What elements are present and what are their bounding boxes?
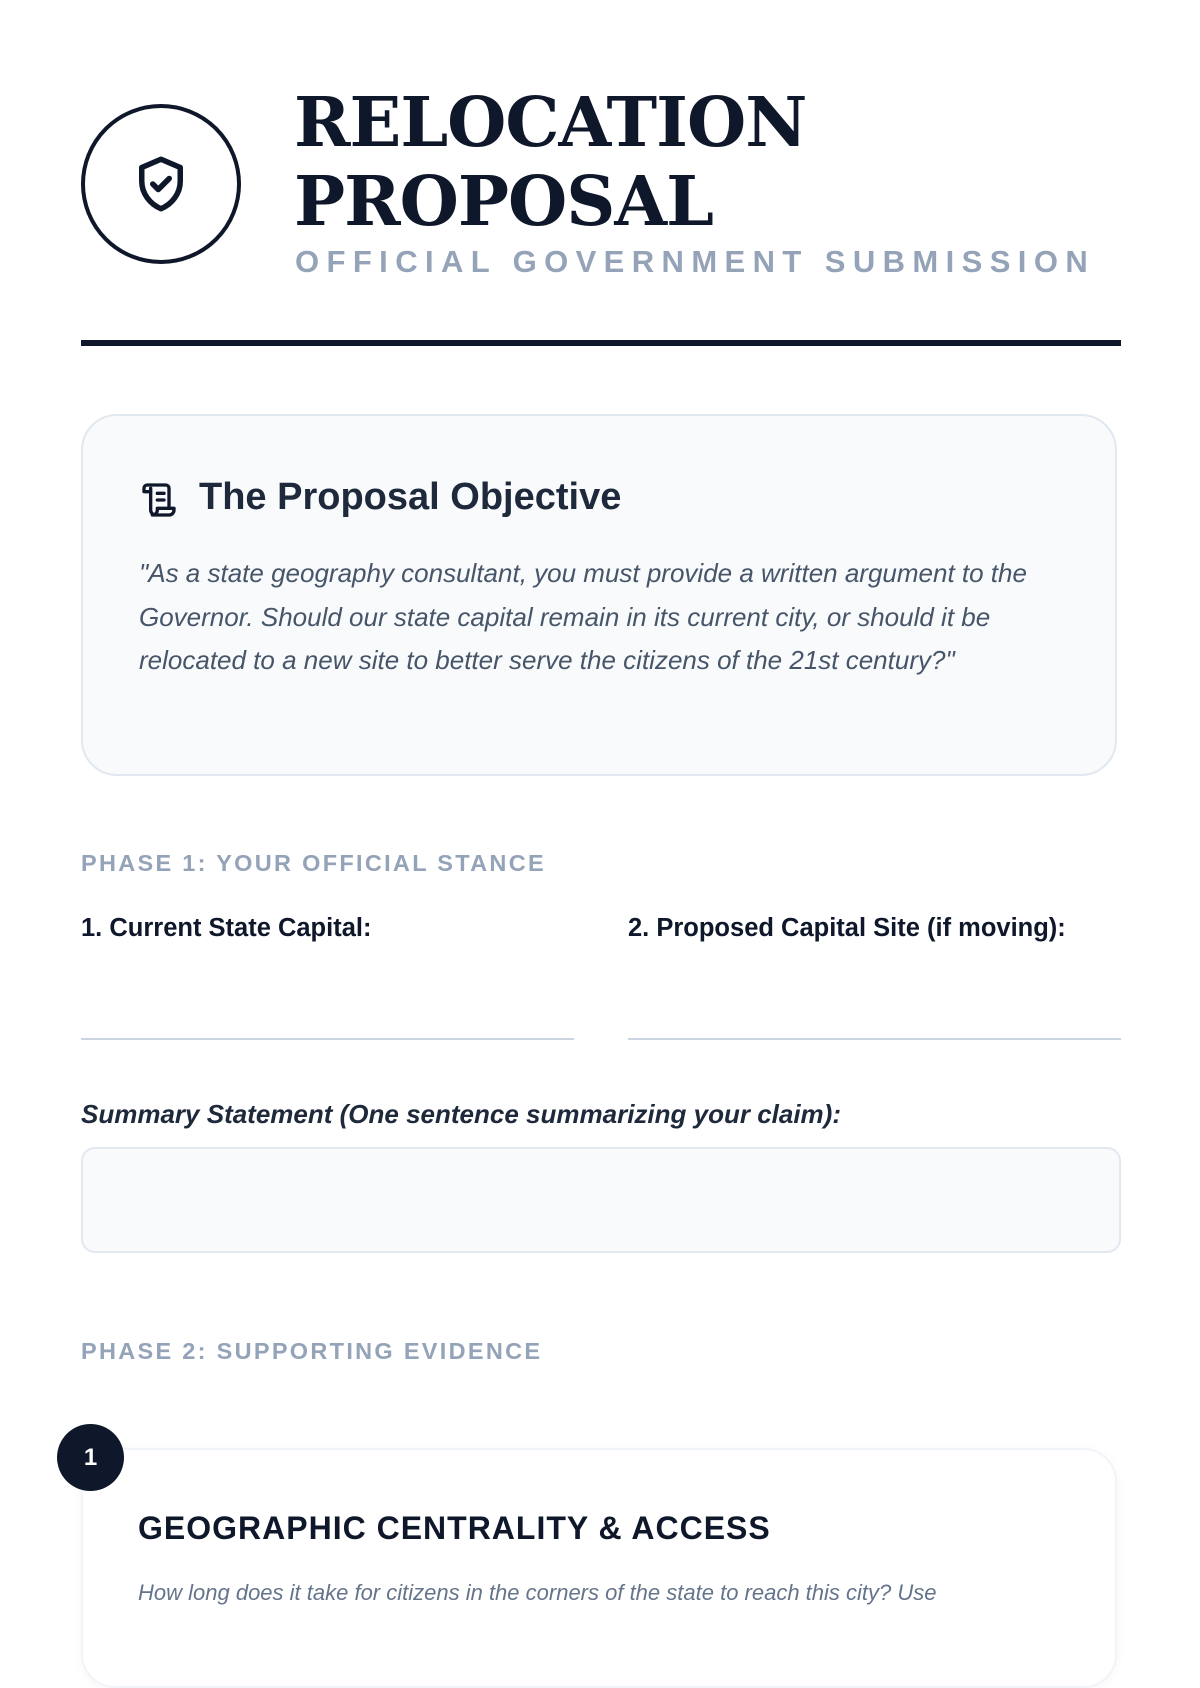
shield-check-icon <box>128 145 194 223</box>
evidence-prompt: How long does it take for citizens in the corners of the state to reach this city? Use <box>138 1580 937 1605</box>
page-title: RELOCATION PROPOSAL <box>294 83 807 242</box>
proposal-page <box>81 0 1121 1605</box>
document-header <box>81 82 1121 282</box>
evidence-number-badge: 1 <box>57 1424 124 1491</box>
scroll-icon <box>139 480 179 520</box>
objective-heading: The Proposal Objective <box>199 476 622 518</box>
phase-1-label: PHASE 1: YOUR OFFICIAL STANCE <box>81 850 546 876</box>
summary-statement-input[interactable] <box>81 1147 1121 1253</box>
header-divider <box>81 340 1121 346</box>
current-capital-label: 1. Current State Capital: <box>81 914 372 942</box>
objective-quote: "As a state geography consultant, you must provide a written argument to the Governor. Should our state capital remain in its current city, or should it be relocated to a new site to better serve the citizens of the 21st century?" <box>139 558 1027 675</box>
evidence-heading: GEOGRAPHIC CENTRALITY & ACCESS <box>138 1510 771 1546</box>
page-subtitle: OFFICIAL GOVERNMENT SUBMISSION <box>295 244 1096 279</box>
evidence-card <box>81 1448 1117 1688</box>
phase-2-label: PHASE 2: SUPPORTING EVIDENCE <box>81 1338 543 1364</box>
proposed-site-input[interactable] <box>628 994 1121 1040</box>
objective-card <box>81 414 1117 776</box>
emblem <box>81 104 241 264</box>
summary-statement-label: Summary Statement (One sentence summarizing your claim): <box>81 1099 841 1129</box>
proposed-site-label: 2. Proposed Capital Site (if moving): <box>628 914 1066 942</box>
current-capital-input[interactable] <box>81 994 574 1040</box>
